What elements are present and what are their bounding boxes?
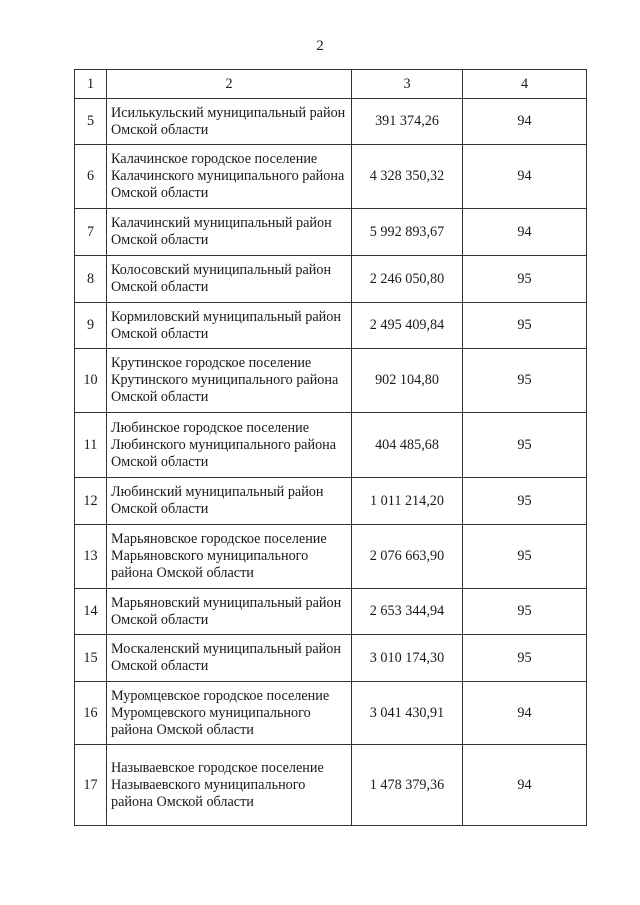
row-number: 12 xyxy=(75,478,107,525)
municipality-name: Называевское городское поселение Называевского муниципального района Омской области xyxy=(107,745,352,826)
amount-value: 5 992 893,67 xyxy=(352,209,463,256)
amount-value: 2 653 344,94 xyxy=(352,589,463,635)
table-row xyxy=(75,209,587,256)
table-row xyxy=(75,745,587,826)
percent-value: 94 xyxy=(463,745,587,826)
table-row xyxy=(75,349,587,413)
percent-value: 95 xyxy=(463,303,587,349)
table-row xyxy=(75,99,587,145)
row-number: 13 xyxy=(75,525,107,589)
table-row xyxy=(75,635,587,682)
table-row xyxy=(75,145,587,209)
amount-value: 4 328 350,32 xyxy=(352,145,463,209)
table-row xyxy=(75,525,587,589)
amount-value: 2 495 409,84 xyxy=(352,303,463,349)
page-number: 2 xyxy=(316,38,324,54)
row-number: 8 xyxy=(75,256,107,303)
row-number: 16 xyxy=(75,682,107,745)
table-row xyxy=(75,682,587,745)
data-table xyxy=(74,69,587,826)
percent-value: 94 xyxy=(463,209,587,256)
row-number: 5 xyxy=(75,99,107,145)
percent-value: 95 xyxy=(463,256,587,303)
row-number: 7 xyxy=(75,209,107,256)
row-number: 15 xyxy=(75,635,107,682)
amount-value: 902 104,80 xyxy=(352,349,463,413)
amount-value: 404 485,68 xyxy=(352,413,463,478)
table-row xyxy=(75,256,587,303)
percent-value: 95 xyxy=(463,478,587,525)
header-cell-4: 4 xyxy=(463,70,587,99)
row-number: 14 xyxy=(75,589,107,635)
amount-value: 3 041 430,91 xyxy=(352,682,463,745)
header-cell-2: 2 xyxy=(107,70,352,99)
table-row xyxy=(75,413,587,478)
row-number: 17 xyxy=(75,745,107,826)
municipality-name: Крутинское городское поселение Крутинского муниципального района Омской области xyxy=(107,349,352,413)
amount-value: 3 010 174,30 xyxy=(352,635,463,682)
amount-value: 2 246 050,80 xyxy=(352,256,463,303)
percent-value: 95 xyxy=(463,525,587,589)
municipality-name: Калачинское городское поселение Калачинского муниципального района Омской области xyxy=(107,145,352,209)
table-header-row xyxy=(75,70,587,99)
percent-value: 95 xyxy=(463,349,587,413)
amount-value: 2 076 663,90 xyxy=(352,525,463,589)
amount-value: 391 374,26 xyxy=(352,99,463,145)
row-number: 9 xyxy=(75,303,107,349)
percent-value: 95 xyxy=(463,413,587,478)
municipality-name: Муромцевское городское поселение Муромцевского муниципального района Омской области xyxy=(107,682,352,745)
table-row xyxy=(75,589,587,635)
municipality-name: Москаленский муниципальный район Омской области xyxy=(107,635,352,682)
percent-value: 95 xyxy=(463,635,587,682)
header-cell-3: 3 xyxy=(352,70,463,99)
row-number: 11 xyxy=(75,413,107,478)
percent-value: 94 xyxy=(463,682,587,745)
amount-value: 1 011 214,20 xyxy=(352,478,463,525)
municipality-name: Калачинский муниципальный район Омской области xyxy=(107,209,352,256)
municipality-name: Исилькульский муниципальный район Омской области xyxy=(107,99,352,145)
percent-value: 94 xyxy=(463,145,587,209)
municipality-name: Кормиловский муниципальный район Омской области xyxy=(107,303,352,349)
header-cell-1: 1 xyxy=(75,70,107,99)
row-number: 6 xyxy=(75,145,107,209)
percent-value: 95 xyxy=(463,589,587,635)
percent-value: 94 xyxy=(463,99,587,145)
table-row xyxy=(75,478,587,525)
municipality-name: Марьяновское городское поселение Марьяновского муниципального района Омской области xyxy=(107,525,352,589)
municipality-name: Колосовский муниципальный район Омской области xyxy=(107,256,352,303)
municipality-name: Марьяновский муниципальный район Омской области xyxy=(107,589,352,635)
table-row xyxy=(75,303,587,349)
municipality-name: Любинский муниципальный район Омской области xyxy=(107,478,352,525)
amount-value: 1 478 379,36 xyxy=(352,745,463,826)
municipality-name: Любинское городское поселение Любинского муниципального района Омской области xyxy=(107,413,352,478)
row-number: 10 xyxy=(75,349,107,413)
